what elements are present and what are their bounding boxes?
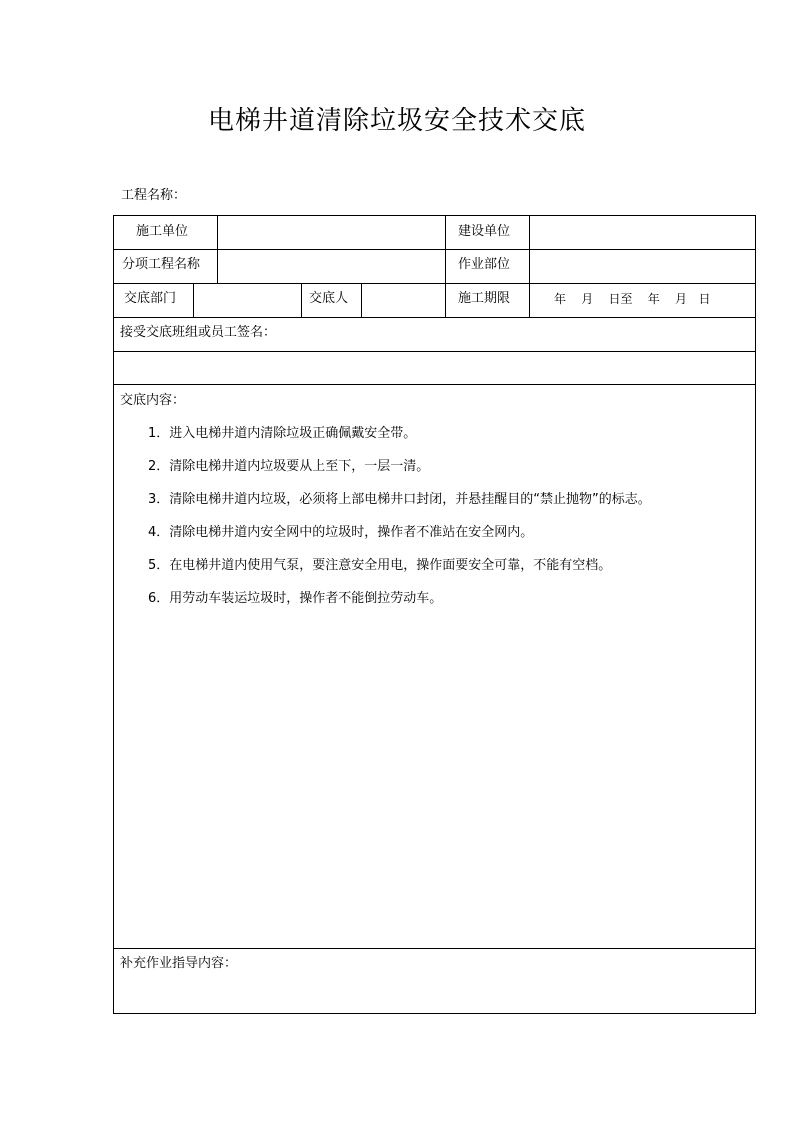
handover-form — [113, 215, 756, 1014]
col-divider — [217, 216, 218, 283]
content-item: 5．在电梯井道内使用气泵，要注意安全用电，操作面要安全可靠，不能有空档。 — [148, 558, 612, 573]
col-divider — [301, 283, 302, 317]
project-name-label: 工程名称： — [121, 188, 187, 203]
row-divider — [114, 351, 755, 352]
construction-unit-label: 施工单位 — [136, 224, 189, 239]
recipient-signature-label: 接受交底班组或员工签名： — [120, 325, 277, 340]
construction-period-field[interactable]: 年 月 日至 年 月 日 — [554, 292, 711, 306]
col-divider — [445, 216, 446, 317]
col-divider — [193, 283, 194, 317]
supplement-field[interactable] — [120, 972, 750, 1008]
row-divider — [114, 283, 755, 284]
content-label: 交底内容： — [120, 393, 186, 408]
page-title: 电梯井道清除垃圾安全技术交底 — [207, 106, 586, 136]
recipient-signature-field[interactable] — [120, 356, 750, 382]
row-divider — [114, 948, 755, 949]
builder-unit-label: 建设单位 — [458, 224, 511, 239]
supplement-label: 补充作业指导内容： — [120, 956, 238, 971]
construction-period-label: 施工期限 — [458, 291, 511, 306]
content-item: 2．清除电梯井道内垃圾要从上至下，一层一清。 — [148, 459, 430, 474]
content-item: 6．用劳动车装运垃圾时，操作者不能倒拉劳动车。 — [148, 591, 443, 606]
row-divider — [114, 249, 755, 250]
sub-project-label: 分项工程名称 — [122, 257, 201, 272]
row-divider — [114, 317, 755, 318]
col-divider — [361, 283, 362, 317]
content-item: 1．进入电梯井道内清除垃圾正确佩戴安全带。 — [148, 426, 417, 441]
handover-dept-label: 交底部门 — [124, 291, 177, 306]
work-location-label: 作业部位 — [458, 257, 511, 272]
content-item: 4．清除电梯井道内安全网中的垃圾时，操作者不准站在安全网内。 — [148, 525, 534, 540]
row-divider — [114, 384, 755, 385]
handover-person-label: 交底人 — [309, 291, 349, 306]
content-item: 3．清除电梯井道内垃圾，必须将上部电梯井口封闭，并悬挂醒目的“禁止抛物”的标志。 — [148, 492, 651, 507]
col-divider — [529, 216, 530, 317]
